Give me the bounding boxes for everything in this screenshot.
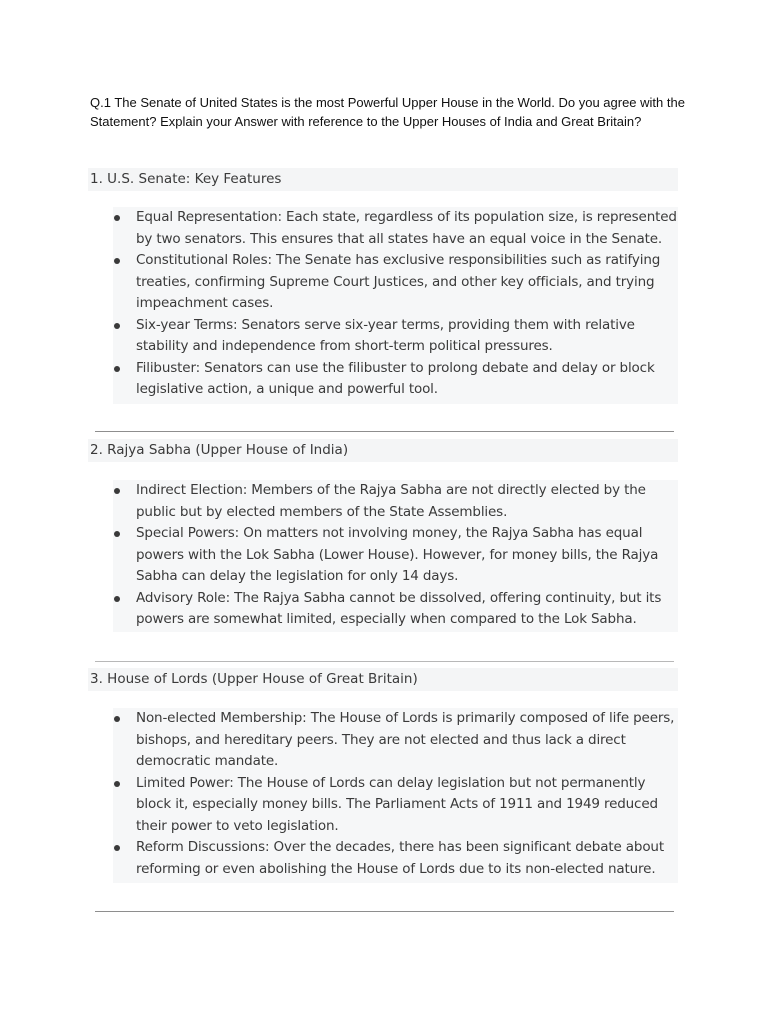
bullet-list-us-senate [113, 207, 678, 404]
section-divider [95, 911, 674, 912]
list-item: Special Powers: On matters not involving money, the Rajya Sabha has equal powers with the Lok Sabha (Lower House). However, for money bills, the Rajya Sabha can delay the legislation for only 14 days. [113, 523, 678, 588]
list-item: Reform Discussions: Over the decades, there has been significant debate about reforming or even abolishing the House of Lords due to its non-elected nature. [113, 837, 678, 880]
list-item: Indirect Election: Members of the Rajya Sabha are not directly elected by the public but by elected members of the State Assemblies. [113, 480, 678, 523]
list-item: Six-year Terms: Senators serve six-year terms, providing them with relative stability and independence from short-term political pressures. [113, 315, 678, 358]
bullet-dot-icon [114, 531, 120, 537]
bullet-dot-icon [114, 323, 120, 329]
section-divider [95, 431, 674, 432]
section-divider [95, 661, 674, 662]
list-item: Filibuster: Senators can use the filibuster to prolong debate and delay or block legislative action, a unique and powerful tool. [113, 358, 678, 401]
bullet-dot-icon [114, 488, 120, 494]
section-heading-rajya-sabha: 2. Rajya Sabha (Upper House of India) [88, 439, 678, 462]
bullet-dot-icon [114, 781, 120, 787]
bullet-dot-icon [114, 215, 120, 221]
bullet-list-rajya-sabha [113, 480, 678, 632]
bullet-dot-icon [114, 716, 120, 722]
bullet-list-house-of-lords [113, 708, 678, 883]
list-item: Constitutional Roles: The Senate has exclusive responsibilities such as ratifying treaties, confirming Supreme Court Justices, and other key officials, and trying impeachment cases. [113, 250, 678, 315]
section-heading-house-of-lords: 3. House of Lords (Upper House of Great Britain) [88, 668, 678, 691]
question-text: Q.1 The Senate of United States is the most Powerful Upper House in the World. Do you agree with the Statement? Explain your Answer with reference to the Upper Houses of India and Great Britain? [90, 95, 685, 129]
list-item: Advisory Role: The Rajya Sabha cannot be dissolved, offering continuity, but its powers are somewhat limited, especially when compared to the Lok Sabha. [113, 588, 678, 631]
bullet-dot-icon [114, 845, 120, 851]
section-heading-us-senate: 1. U.S. Senate: Key Features [88, 168, 678, 191]
bullet-dot-icon [114, 366, 120, 372]
list-item: Non-elected Membership: The House of Lords is primarily composed of life peers, bishops, and hereditary peers. They are not elected and thus lack a direct democratic mandate. [113, 708, 678, 773]
bullet-dot-icon [114, 596, 120, 602]
bullet-dot-icon [114, 258, 120, 264]
list-item: Equal Representation: Each state, regardless of its population size, is represented by two senators. This ensures that all states have an equal voice in the Senate. [113, 207, 678, 250]
list-item: Limited Power: The House of Lords can delay legislation but not permanently block it, especially money bills. The Parliament Acts of 1911 and 1949 reduced their power to veto legislation. [113, 773, 678, 838]
